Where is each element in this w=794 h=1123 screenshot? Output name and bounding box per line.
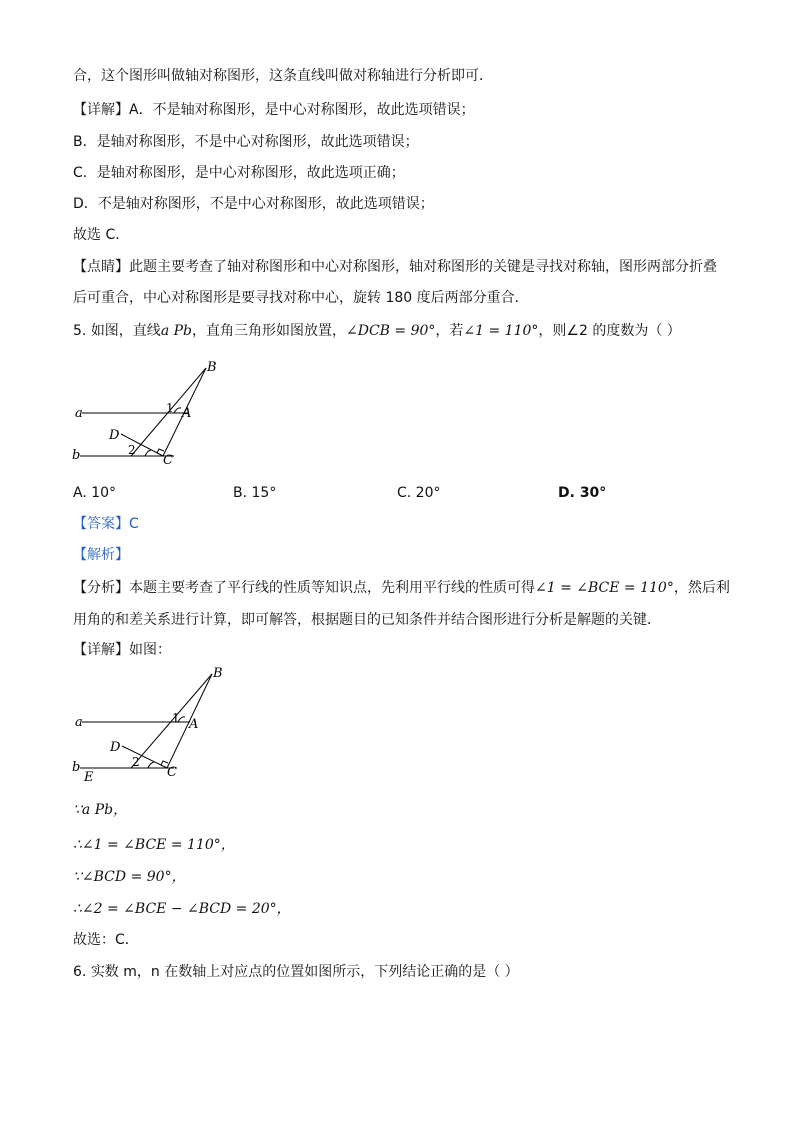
text-line: D．不是轴对称图形，不是中心对称图形，故此选项错误； (73, 196, 434, 212)
label-a-vertex: A (189, 717, 199, 732)
label-angle-1: 1 (166, 401, 174, 415)
figure-question-5 (68, 358, 228, 470)
analysis-text: 【分析】本题主要考查了平行线的性质等知识点，先利用平行线的性质可得 (73, 580, 535, 596)
label-a-vertex: A (182, 406, 192, 421)
step-line: ∵a Pb， (73, 802, 128, 818)
analysis-line (73, 579, 730, 597)
label-line-b: b (72, 448, 81, 463)
answer-label: 【答案】C (73, 516, 139, 532)
stem-text: 如图，直线 (90, 323, 161, 339)
label-line-a: a (75, 715, 83, 730)
label-e-point: E (84, 770, 94, 784)
analysis-label: 【解析】 (73, 547, 129, 563)
step-line: ∴∠2 = ∠BCE − ∠BCD = 20°， (73, 901, 291, 917)
text-line: B．是轴对称图形，不是中心对称图形，故此选项错误； (73, 134, 419, 150)
math-given: ∠1 = 110° (463, 323, 539, 339)
analysis-text: ，然后利 (673, 580, 730, 596)
text-line: 合，这个图形叫做轴对称图形，这条直线叫做对称轴进行分析即可． (73, 68, 493, 84)
question-number: 6. (73, 964, 87, 980)
text-line: 后可重合，中心对称图形是要寻找对称中心，旋转 180 度后两部分重合． (73, 290, 529, 306)
option-d: D. 30° (558, 485, 607, 501)
label-angle-1: 1 (172, 711, 180, 725)
question-number: 5. (73, 323, 87, 339)
label-angle-2: 2 (128, 443, 136, 457)
label-b-vertex: B (207, 360, 217, 375)
label-b-vertex: B (213, 666, 223, 681)
step-line: ∴∠1 = ∠BCE = 110°， (73, 837, 235, 853)
conclusion-line: 故选：C． (73, 932, 139, 948)
step-line: ∵∠BCD = 90°， (73, 869, 186, 885)
label-angle-2: 2 (132, 755, 140, 769)
option-b: B. 15° (233, 485, 277, 501)
stem-text: ，则∠2 的度数为（ ） (538, 323, 681, 339)
option-c: C. 20° (397, 485, 441, 501)
label-line-b: b (72, 760, 81, 775)
label-d-vertex: D (110, 740, 121, 755)
label-c-vertex: C (167, 765, 177, 780)
math-equation: ∠1 = ∠BCE = 110° (535, 580, 674, 596)
text-line: 【点睛】此题主要考查了轴对称图形和中心对称图形，轴对称图形的关键是寻找对称轴，图形两部分折叠 (73, 259, 717, 275)
stem-text: ，直角三角形如图放置， (192, 323, 346, 339)
stem-text: ，若 (435, 323, 464, 339)
text-line: 故选 C． (73, 227, 130, 243)
question-6-stem (73, 963, 519, 981)
text-line: 【详解】A．不是轴对称图形，是中心对称图形，故此选项错误； (73, 102, 475, 118)
option-a: A. 10° (73, 485, 117, 501)
figure-solution (68, 664, 228, 784)
stem-text: 实数 m，n 在数轴上对应点的位置如图所示，下列结论正确的是（ ） (90, 964, 519, 980)
math-angle: ∠DCB = 90° (346, 323, 436, 339)
text-line: C．是轴对称图形，是中心对称图形，故此选项正确； (73, 165, 405, 181)
label-line-a: a (75, 406, 83, 421)
question-5-stem (73, 322, 681, 340)
label-d-vertex: D (109, 428, 120, 443)
label-c-vertex: C (163, 453, 173, 468)
math-parallel: a Pb (160, 323, 192, 339)
analysis-line: 用角的和差关系进行计算，即可解答，根据题目的已知条件并结合图形进行分析是解题的关键． (73, 612, 661, 628)
detail-label: 【详解】如图： (73, 642, 171, 658)
